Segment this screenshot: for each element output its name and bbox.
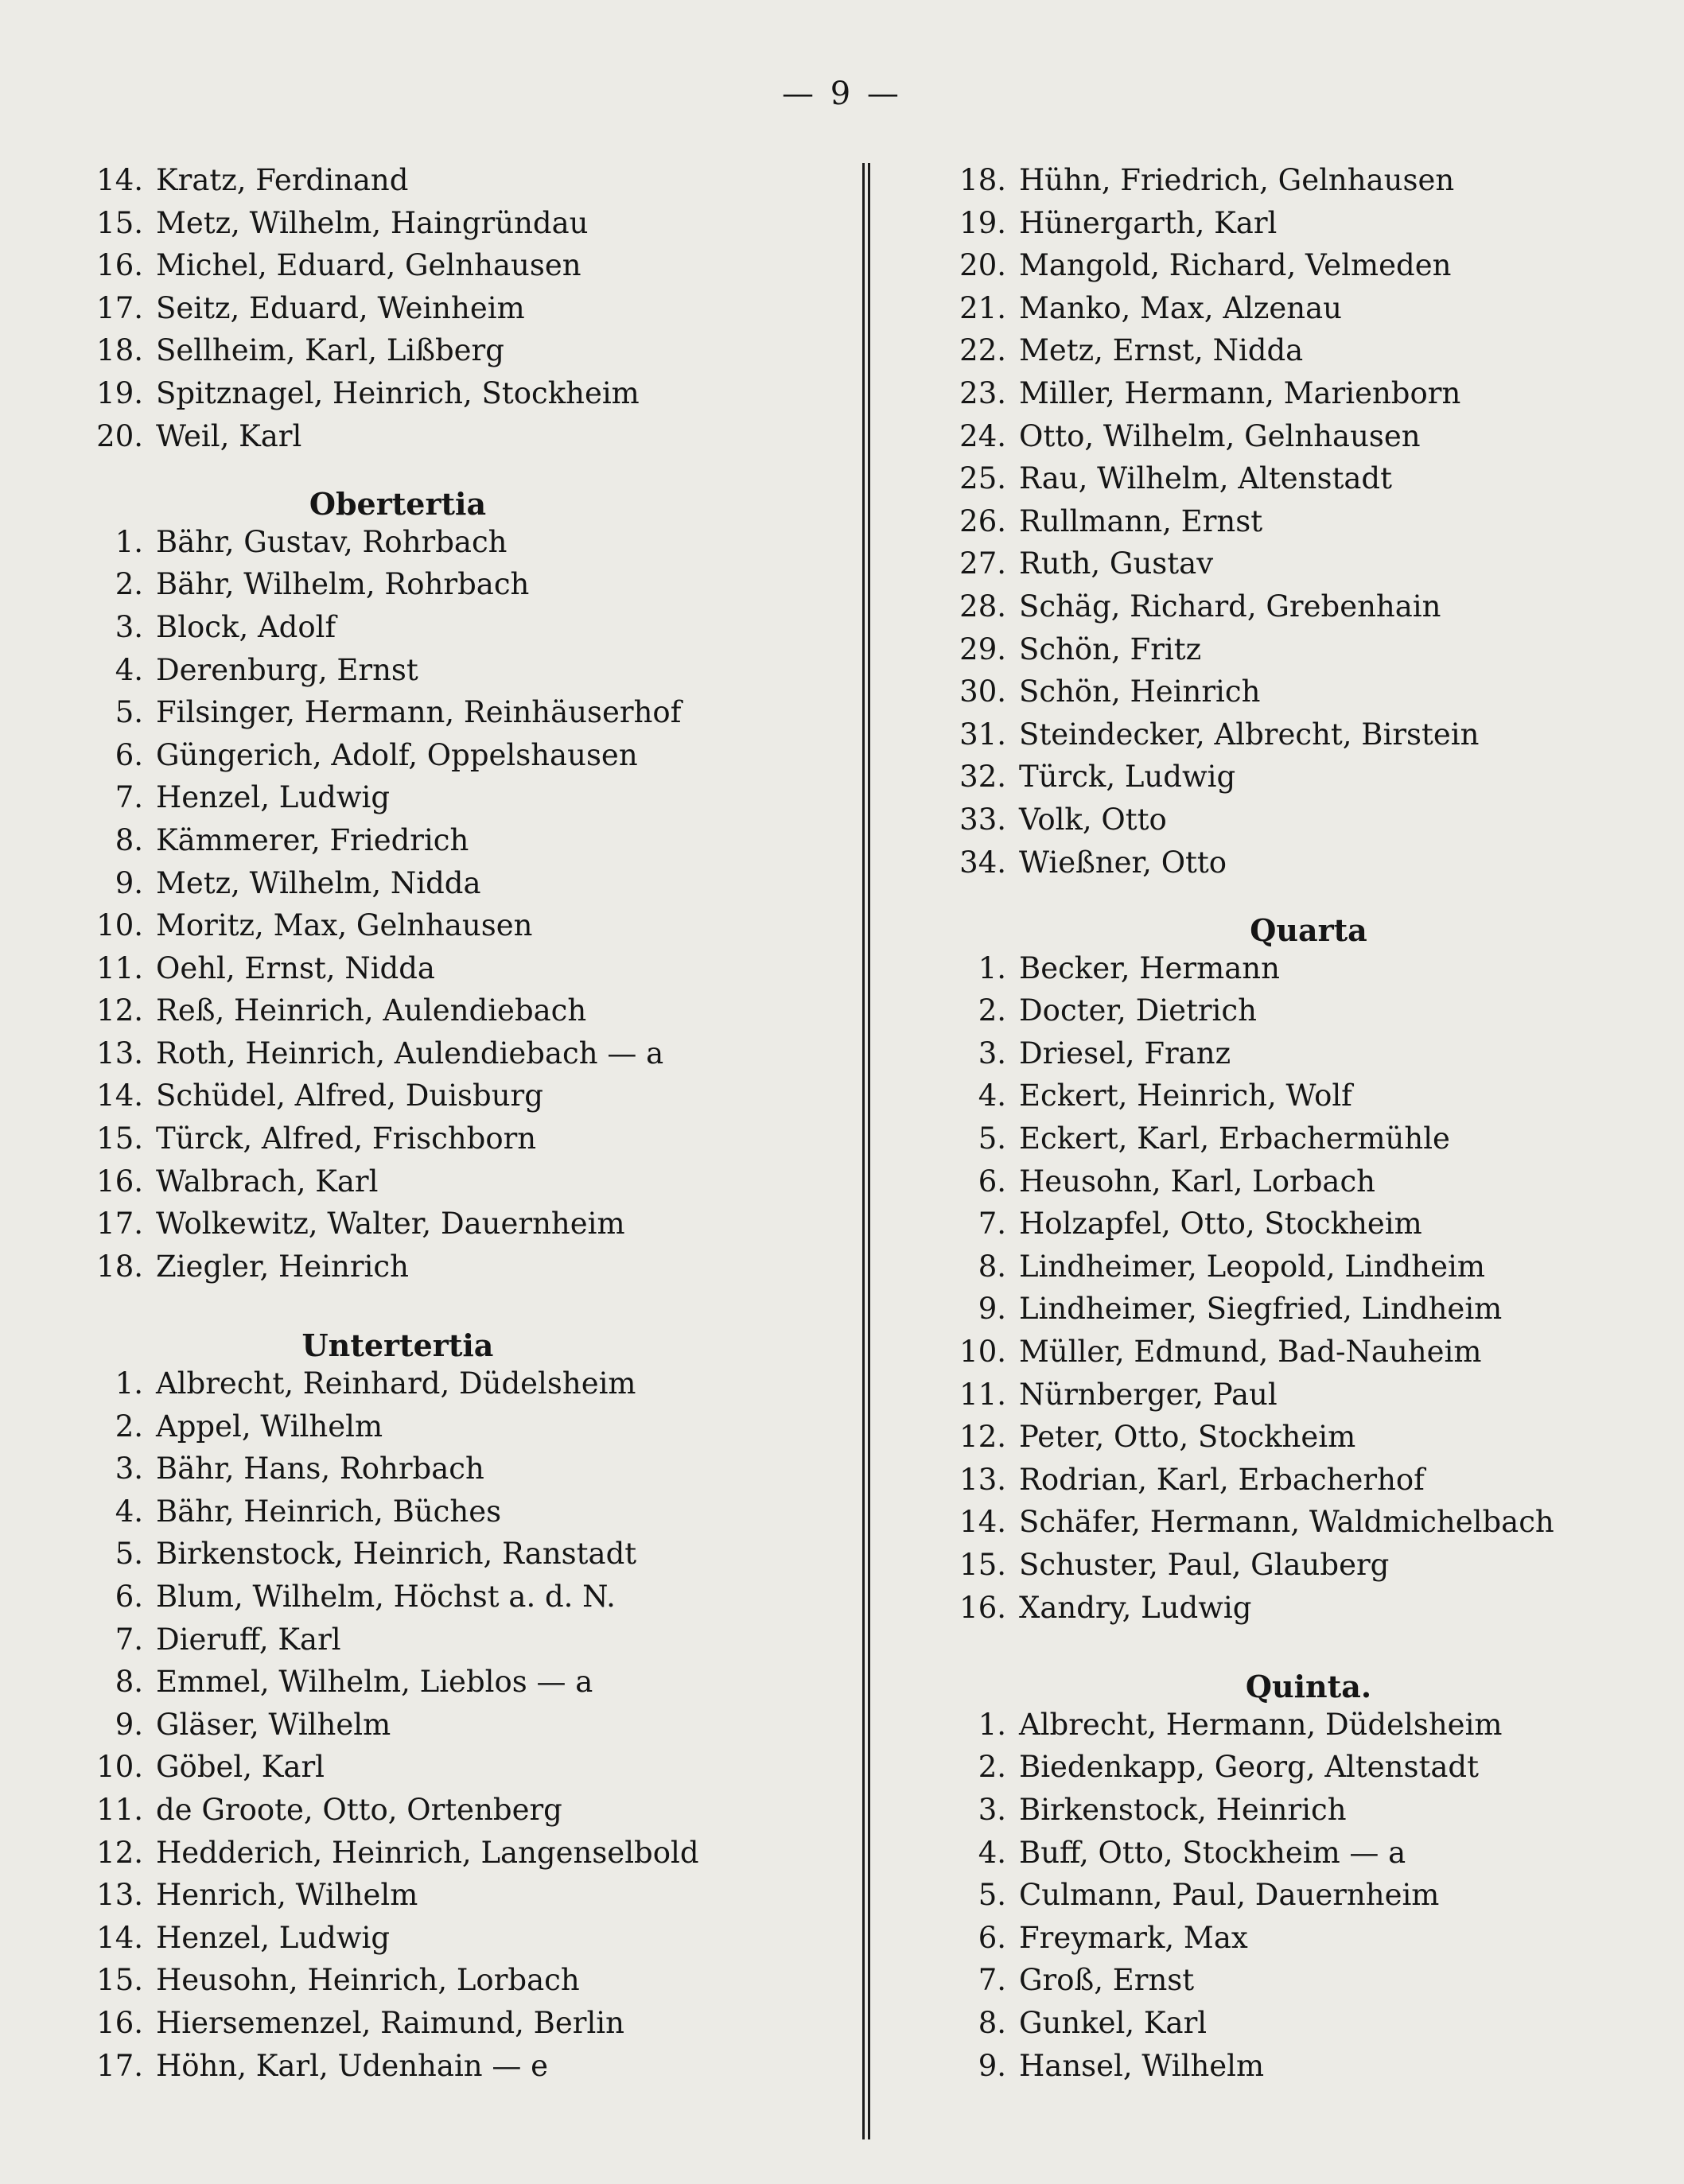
entry-name: Metz, Ernst, Nidda [1019,333,1304,368]
list-item [88,1746,851,1789]
untertertia-heading: Untertertia [301,1327,494,1364]
list-item [88,244,851,287]
entry-name: Appel, Wilhelm [156,1409,383,1444]
list-item [88,734,851,777]
entry-number: 5. [978,1878,1006,1913]
entry-number: 17. [96,290,143,325]
entry-number: 17. [96,1207,143,1242]
entry-number: 14. [96,1920,143,1955]
entry-number: 19. [96,375,143,410]
list-item [951,628,1666,671]
list-item [88,1362,851,1405]
entry-name: Rullmann, Ernst [1019,503,1263,538]
entry-number: 5. [115,695,143,730]
entry-number: 15. [959,1548,1006,1582]
list-item [951,542,1666,585]
entry-name: Eckert, Heinrich, Wolf [1019,1078,1352,1113]
entry-number: 19. [959,205,1006,240]
entry-number: 25. [959,461,1006,496]
list-item [951,2002,1666,2045]
entry-name: Michel, Eduard, Gelnhausen [156,248,581,283]
entry-name: Buff, Otto, Stockheim — a [1019,1835,1406,1870]
list-item [951,1032,1666,1075]
list-item [951,1874,1666,1917]
entry-name: Kämmerer, Friedrich [156,822,469,857]
list-item [951,1917,1666,1960]
entry-number: 31. [959,717,1006,752]
entry-number: 12. [959,1420,1006,1455]
entry-number: 11. [959,1377,1006,1412]
entry-number: 28. [959,589,1006,624]
list-item [88,415,851,458]
list-item [951,1203,1666,1246]
entry-name: Albrecht, Reinhard, Düdelsheim [156,1366,636,1401]
entry-name: Heusohn, Karl, Lorbach [1019,1164,1376,1199]
list-item [951,202,1666,245]
entry-name: Lindheimer, Siegfried, Lindheim [1019,1292,1503,1327]
entry-number: 10. [96,908,143,943]
entry-number: 11. [96,950,143,985]
list-item [88,904,851,947]
entry-name: Manko, Max, Alzenau [1019,290,1342,325]
entry-number: 13. [959,1462,1006,1497]
list-item [88,1917,851,1960]
entry-number: 2. [978,1750,1006,1785]
entry-name: Bähr, Gustav, Rohrbach [156,524,508,559]
entry-number: 6. [115,737,143,772]
entry-name: Schüdel, Alfred, Duisburg [156,1078,543,1113]
entry-number: 15. [96,205,143,240]
entry-number: 7. [115,1622,143,1657]
entry-number: 12. [96,1835,143,1870]
entry-number: 24. [959,418,1006,453]
entry-name: Hedderich, Heinrich, Langenselbold [156,1835,699,1870]
entry-name: Walbrach, Karl [156,1164,379,1199]
list-item [951,1789,1666,1832]
entry-name: Gläser, Wilhelm [156,1707,391,1742]
list-item [951,1416,1666,1459]
entry-number: 16. [959,1590,1006,1625]
entry-number: 3. [978,1036,1006,1071]
entry-number: 22. [959,333,1006,368]
list-item [88,1246,851,1288]
list-item [951,1246,1666,1288]
entry-number: 4. [115,652,143,687]
list-item [88,862,851,905]
list-item [88,1874,851,1917]
list-item [951,841,1666,884]
list-item [88,372,851,415]
entry-number: 21. [959,290,1006,325]
entry-name: Biedenkapp, Georg, Altenstadt [1019,1750,1479,1785]
entry-number: 2. [115,567,143,602]
entry-number: 14. [96,1078,143,1113]
entry-number: 15. [96,1121,143,1156]
page-number: — 9 — [782,76,902,112]
entry-name: Docter, Dietrich [1019,993,1257,1028]
entry-name: Lindheimer, Leopold, Lindheim [1019,1249,1485,1284]
entry-name: Schön, Heinrich [1019,674,1261,709]
entry-number: 8. [115,1665,143,1700]
list-item [88,1576,851,1619]
list-item [88,563,851,606]
entry-name: Dieruff, Karl [156,1622,341,1657]
entry-name: Holzapfel, Otto, Stockheim [1019,1207,1422,1242]
list-item [88,606,851,649]
entry-name: Schuster, Paul, Glauberg [1019,1548,1390,1582]
entry-number: 8. [978,1249,1006,1284]
entry-name: Rodrian, Karl, Erbacherhof [1019,1462,1425,1497]
entry-number: 20. [959,248,1006,283]
obertertia-heading: Obertertia [309,486,487,523]
entry-number: 6. [978,1164,1006,1199]
list-item [951,1544,1666,1587]
entry-name: Blum, Wilhelm, Höchst a. d. N. [156,1580,616,1614]
list-item [88,819,851,862]
entry-name: Becker, Hermann [1019,950,1280,985]
untertertia-continued-list [951,159,1666,884]
entry-name: Xandry, Ludwig [1019,1590,1252,1625]
entry-number: 6. [115,1580,143,1614]
list-item [951,1501,1666,1544]
entry-name: Nürnberger, Paul [1019,1377,1278,1412]
quinta-list [951,1704,1666,2087]
obertertia-list [88,521,851,1288]
entry-number: 11. [96,1792,143,1827]
list-item [88,1959,851,2002]
entry-number: 15. [96,1963,143,1998]
entry-number: 18. [96,333,143,368]
entry-name: Spitznagel, Heinrich, Stockheim [156,375,640,410]
entry-name: Weil, Karl [156,418,302,453]
entry-name: Steindecker, Albrecht, Birstein [1019,717,1480,752]
entry-name: Güngerich, Adolf, Oppelshausen [156,737,638,772]
entry-number: 7. [978,1963,1006,1998]
entry-name: Oehl, Ernst, Nidda [156,950,435,985]
entry-number: 3. [115,1451,143,1486]
entry-number: 4. [115,1494,143,1529]
entry-number: 7. [115,780,143,815]
entry-name: Groß, Ernst [1019,1963,1195,1998]
entry-name: Eckert, Karl, Erbachermühle [1019,1121,1450,1156]
entry-number: 4. [978,1835,1006,1870]
list-item [951,799,1666,841]
entry-name: Henzel, Ludwig [156,780,391,815]
quarta-heading: Quarta [1250,912,1367,949]
entry-number: 12. [96,993,143,1028]
entry-number: 8. [115,822,143,857]
entry-name: Miller, Hermann, Marienborn [1019,375,1461,410]
entry-number: 5. [978,1121,1006,1156]
list-item [951,2045,1666,2088]
entry-number: 33. [959,802,1006,837]
entry-name: Hünergarth, Karl [1019,205,1278,240]
list-item [88,287,851,330]
list-item [88,1789,851,1832]
right-column [951,159,1666,2087]
list-item [951,287,1666,330]
entry-number: 3. [978,1792,1006,1827]
entry-number: 17. [96,2048,143,2083]
entry-name: Block, Adolf [156,609,336,644]
entry-number: 18. [959,163,1006,197]
entry-number: 10. [96,1750,143,1785]
entry-number: 1. [115,1366,143,1401]
entry-name: Emmel, Wilhelm, Lieblos — a [156,1665,593,1700]
entry-number: 23. [959,375,1006,410]
list-item [88,159,851,202]
entry-number: 18. [96,1249,143,1284]
entry-name: Hiersemenzel, Raimund, Berlin [156,2005,624,2040]
entry-number: 6. [978,1920,1006,1955]
entry-name: Türck, Alfred, Frischborn [156,1121,537,1156]
entry-name: Bähr, Wilhelm, Rohrbach [156,567,530,602]
list-item [88,202,851,245]
entry-number: 1. [978,1707,1006,1742]
entry-name: Heusohn, Heinrich, Lorbach [156,1963,580,1998]
entry-name: Albrecht, Hermann, Düdelsheim [1019,1707,1503,1742]
untertertia-list [88,1362,851,2087]
entry-number: 10. [959,1335,1006,1370]
entry-name: Müller, Edmund, Bad-Nauheim [1019,1335,1482,1370]
entry-name: Henzel, Ludwig [156,1920,391,1955]
list-item [88,1448,851,1490]
entry-number: 13. [96,1878,143,1913]
entry-name: Wießner, Otto [1019,845,1227,880]
list-item [88,776,851,819]
list-item [951,1587,1666,1630]
entry-name: Volk, Otto [1019,802,1167,837]
entry-name: Otto, Wilhelm, Gelnhausen [1019,418,1421,453]
list-item [951,1746,1666,1789]
list-item [88,1533,851,1576]
entry-number: 9. [115,1707,143,1742]
entry-name: Reß, Heinrich, Aulendiebach [156,993,587,1028]
entry-number: 2. [978,993,1006,1028]
list-item [951,1832,1666,1875]
list-item [951,1075,1666,1117]
entry-number: 14. [959,1505,1006,1540]
entry-name: de Groote, Otto, Ortenberg [156,1792,562,1827]
entry-name: Göbel, Karl [156,1750,325,1785]
list-item [88,1661,851,1704]
entry-name: Türck, Ludwig [1019,760,1236,795]
entry-name: Metz, Wilhelm, Nidda [156,865,481,900]
entry-number: 32. [959,760,1006,795]
list-item [951,756,1666,799]
list-item [951,1374,1666,1416]
entry-name: Filsinger, Hermann, Reinhäuserhof [156,695,682,730]
entry-number: 20. [96,418,143,453]
list-item [88,1032,851,1075]
list-item [88,649,851,692]
entry-name: Gunkel, Karl [1019,2005,1208,2040]
list-item [951,159,1666,202]
entry-number: 34. [959,845,1006,880]
entry-name: Derenburg, Ernst [156,652,418,687]
entry-number: 5. [115,1537,143,1572]
list-item [951,1959,1666,2002]
entry-name: Wolkewitz, Walter, Dauernheim [156,1207,625,1242]
entry-name: Moritz, Max, Gelnhausen [156,908,533,943]
list-item [88,1619,851,1661]
list-item [951,500,1666,543]
entry-number: 3. [115,609,143,644]
list-item [951,670,1666,713]
list-item [951,1160,1666,1203]
entry-name: Freymark, Max [1019,1920,1248,1955]
list-item [951,372,1666,415]
entry-name: Culmann, Paul, Dauernheim [1019,1878,1440,1913]
list-item [88,1117,851,1160]
list-item [88,947,851,990]
entry-number: 14. [96,163,143,197]
entry-name: Bähr, Hans, Rohrbach [156,1451,484,1486]
entry-name: Peter, Otto, Stockheim [1019,1420,1356,1455]
entry-name: Kratz, Ferdinand [156,163,409,197]
entry-number: 1. [115,524,143,559]
entry-name: Sellheim, Karl, Lißberg [156,333,504,368]
list-item [951,1331,1666,1374]
list-item [88,691,851,734]
list-item [951,329,1666,372]
entry-name: Mangold, Richard, Velmeden [1019,248,1452,283]
entry-number: 26. [959,503,1006,538]
list-item [951,1117,1666,1160]
entry-number: 9. [978,2048,1006,2083]
entry-name: Höhn, Karl, Udenhain — e [156,2048,549,2083]
list-item [951,415,1666,458]
entry-number: 27. [959,546,1006,581]
list-item [88,1405,851,1448]
entry-number: 4. [978,1078,1006,1113]
entry-name: Bähr, Heinrich, Büches [156,1494,502,1529]
entry-number: 30. [959,674,1006,709]
list-item [951,713,1666,756]
list-item [88,2045,851,2088]
entry-name: Birkenstock, Heinrich, Ranstadt [156,1537,637,1572]
list-item [88,329,851,372]
entry-name: Birkenstock, Heinrich [1019,1792,1347,1827]
list-item [88,989,851,1032]
entry-number: 9. [115,865,143,900]
entry-number: 9. [978,1292,1006,1327]
list-item [88,1490,851,1533]
entry-name: Roth, Heinrich, Aulendiebach — a [156,1036,664,1071]
entry-name: Metz, Wilhelm, Haingründau [156,205,589,240]
quinta-heading: Quinta. [1245,1669,1372,1705]
list-item [88,521,851,564]
entry-name: Driesel, Franz [1019,1036,1231,1071]
list-item [951,457,1666,500]
entry-name: Ruth, Gustav [1019,546,1214,581]
entry-number: 29. [959,631,1006,666]
list-item [951,1704,1666,1747]
entry-number: 16. [96,248,143,283]
left-column [88,159,851,2087]
entry-name: Schäg, Richard, Grebenhain [1019,589,1441,624]
entry-number: 16. [96,1164,143,1199]
entry-name: Ziegler, Heinrich [156,1249,409,1284]
entry-number: 2. [115,1409,143,1444]
list-item [951,989,1666,1032]
quarta-list [951,947,1666,1630]
list-item [88,1075,851,1117]
entry-number: 7. [978,1207,1006,1242]
entry-number: 16. [96,2005,143,2040]
list-item [951,244,1666,287]
list-item [951,1288,1666,1331]
list-item [951,1459,1666,1502]
list-item [88,1704,851,1747]
list-item [88,1203,851,1246]
list-item [951,585,1666,628]
untersekunda-list [88,159,851,457]
list-item [951,947,1666,990]
entry-number: 8. [978,2005,1006,2040]
list-item [88,1160,851,1203]
entry-name: Hühn, Friedrich, Gelnhausen [1019,163,1455,197]
entry-name: Hansel, Wilhelm [1019,2048,1265,2083]
list-item [88,2002,851,2045]
entry-name: Schön, Fritz [1019,631,1202,666]
entry-number: 13. [96,1036,143,1071]
list-item [88,1832,851,1875]
entry-name: Rau, Wilhelm, Altenstadt [1019,461,1392,496]
entry-name: Schäfer, Hermann, Waldmichelbach [1019,1505,1554,1540]
column-divider [862,163,870,2139]
entry-name: Henrich, Wilhelm [156,1878,418,1913]
entry-number: 1. [978,950,1006,985]
entry-name: Seitz, Eduard, Weinheim [156,290,525,325]
